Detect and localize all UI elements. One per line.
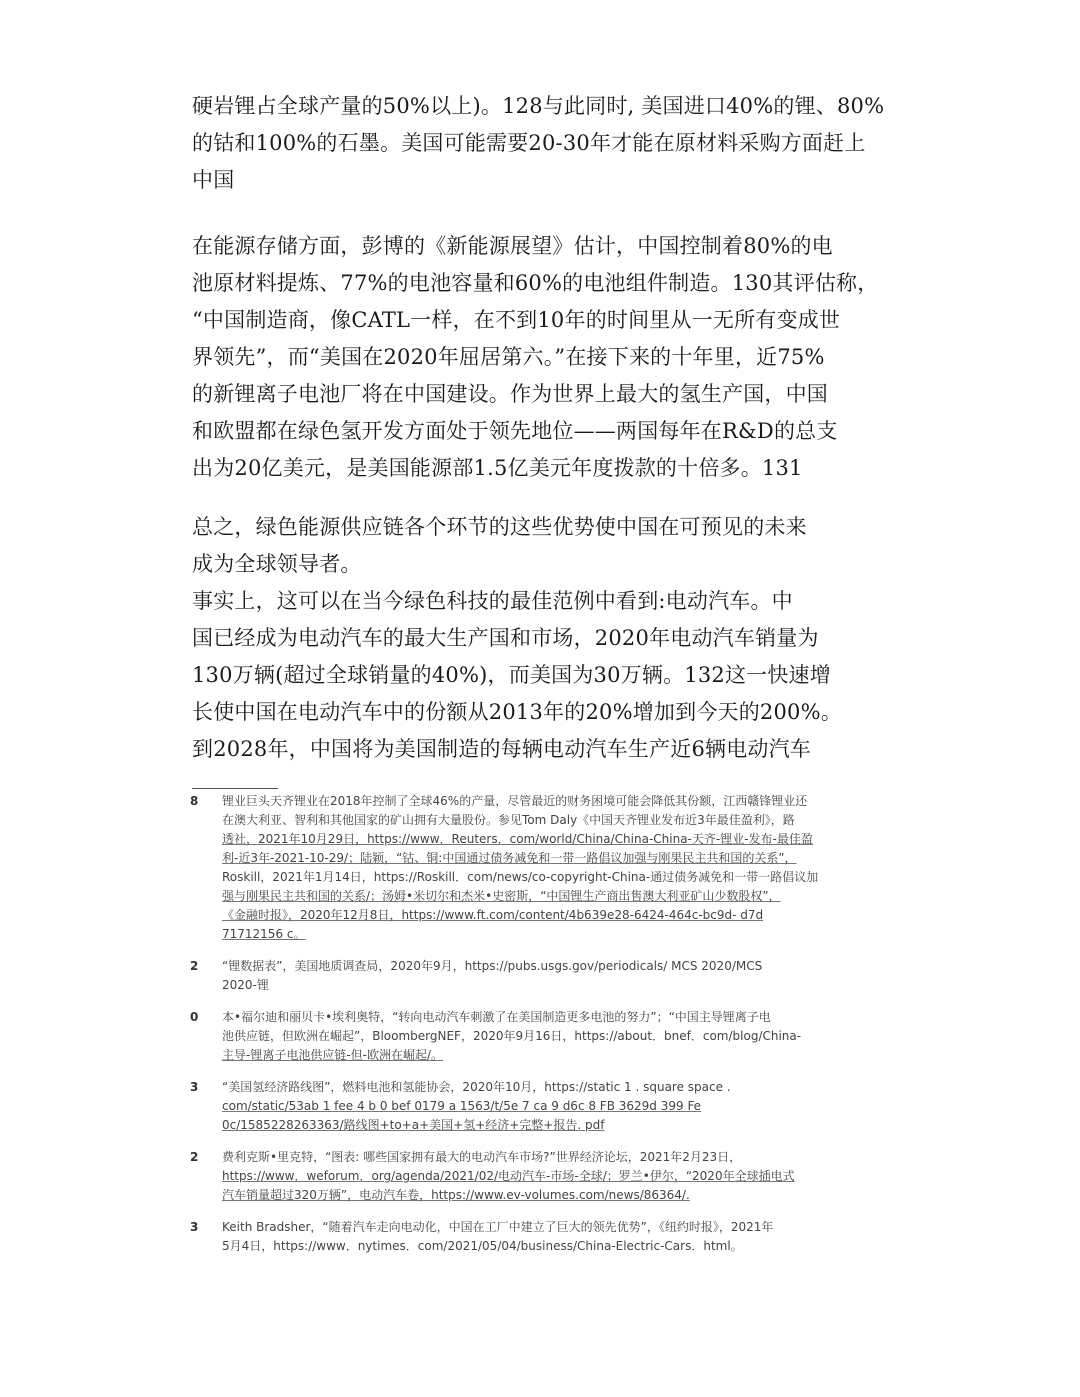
body-line: 的新锂离子电池厂将在中国建设。作为世界上最大的氢生产国，中国 [192,382,828,406]
body-paragraph-1 [192,88,885,199]
footnote-link-line[interactable]: 利-近3年-2021-10-29/；陆颖，“钴、铜:中国通过债务减免和一带一路倡议加强与刚果民主共和国的关系”， [222,851,797,865]
footnote-number: 2 [190,959,199,973]
footnote-line: 池供应链，但欧洲在崛起”，BloombergNEF，2020年9月16日，https://about．bnef．com/blog/China- [222,1029,802,1043]
body-paragraph-2 [192,228,879,487]
body-line: 国已经成为电动汽车的最大生产国和市场，2020年电动汽车销量为 [192,626,819,650]
footnote-line: “美国氢经济路线图”，燃料电池和氢能协会，2020年10月，https://static 1 . square space . [222,1080,731,1094]
body-paragraph-4 [192,583,852,768]
body-line: 到2028年，中国将为美国制造的每辆电动汽车生产近6辆电动汽车 [192,737,812,761]
footnote-link-line[interactable]: 主导-锂离子电池供应链-但-欧洲在崛起/。 [222,1048,444,1062]
footnote-line: 5月4日，https://www．nytimes．com/2021/05/04/business/China-Electric-Cars．html。 [222,1239,743,1253]
body-line: 池原材料提炼、77%的电池容量和60%的电池组件制造。130其评估称， [192,271,879,295]
body-line: 中国 [192,168,235,192]
footnote-number: 8 [190,794,199,808]
body-line: 成为全球领导者。 [192,552,362,576]
body-paragraph-3 [192,509,852,583]
body-line: 出为20亿美元，是美国能源部1.5亿美元年度拨款的十倍多。131 [192,456,803,480]
footnote-line: 在澳大利亚、智利和其他国家的矿山拥有大量股份。参见Tom Daly《中国天齐锂业发布近3年最佳盈利》，路 [222,813,795,827]
footnote-link-line[interactable]: 0c/1585228263363/路线图+to+a+美国+氢+经济+完整+报告. pdf [222,1118,605,1132]
footnote-line: 2020-锂 [222,978,269,992]
footnote-link-line[interactable]: 71712156 c。 [222,927,306,941]
body-line: “中国制造商，像CATL一样，在不到10年的时间里从一无所有变成世 [192,308,841,332]
footnote-link-line[interactable]: 汽车销量超过320万辆”，电动汽车卷，https://www.ev-volumes.com/news/86364/. [222,1188,690,1202]
body-line: 事实上，这可以在当今绿色科技的最佳范例中看到:电动汽车。中 [192,589,793,613]
footnote [190,1218,830,1256]
body-line: 的钴和100%的石墨。美国可能需要20-30年才能在原材料采购方面赶上 [192,131,866,155]
body-line: 长使中国在电动汽车中的份额从2013年的20%增加到今天的200%。 [192,700,842,724]
footnote-link-line[interactable]: https://www．weforum．org/agenda/2021/02/电动汽车-市场-全球/；罗兰•伊尔，“2020年全球插电式 [222,1169,795,1183]
footnote [190,792,830,944]
footnote-line: Roskill，2021年1月14日，https://Roskill．com/news/co-copyright-China-通过债务减免和一带一路倡议加 [222,870,819,884]
footnote-link-line[interactable]: 《金融时报》，2020年12月8日，https://www.ft.com/content/4b639e28-6424-464c-bc9d- d7d [222,908,764,922]
footnote-line: “锂数据表”，美国地质调查局，2020年9月，https://pubs.usgs.gov/periodicals/ MCS 2020/MCS [222,959,763,973]
body-line: 硬岩锂占全球产量的50%以上)。128与此同时, 美国进口40%的锂、80% [192,94,885,118]
footnote [190,1008,830,1065]
footnote-link-line[interactable]: 强与刚果民主共和国的关系/；汤姆•米切尔和杰米•史密斯，“中国锂生产商出售澳大利亚矿山少数股权”， [222,889,781,903]
footnote-separator [192,788,278,789]
footnote-line: Keith Bradsher，“随着汽车走向电动化，中国在工厂中建立了巨大的领先优势”，《纽约时报》，2021年 [222,1220,774,1234]
footnote-number: 3 [190,1220,199,1234]
body-line: 130万辆(超过全球销量的40%)，而美国为30万辆。132这一快速增 [192,663,831,687]
footnote-link-line[interactable]: com/static/53ab 1 fee 4 b 0 bef 0179 a 1563/t/5e 7 ca 9 d6c 8 FB 3629d 399 Fe [222,1099,702,1113]
footnote-line: 锂业巨头天齐锂业在2018年控制了全球46%的产量，尽管最近的财务困境可能会降低其份额，江西赣锋锂业还 [222,794,808,808]
footnote-link-line[interactable]: 透社，2021年10月29日，https://www．Reuters．com/world/China/China-China-天齐-锂业-发布-最佳盈 [222,832,813,846]
footnote [190,957,830,995]
footnotes-section [190,792,830,1269]
footnote [190,1148,830,1205]
footnote-number: 3 [190,1080,199,1094]
footnote [190,1078,830,1135]
body-line: 在能源存储方面，彭博的《新能源展望》估计，中国控制着80%的电 [192,234,833,258]
footnote-line: 费利克斯•里克特，“图表: 哪些国家拥有最大的电动汽车市场?”世界经济论坛，2021年2月23日， [222,1150,742,1164]
footnote-number: 0 [190,1010,199,1024]
footnote-line: 本•福尔迪和丽贝卡•埃利奥特，“转向电动汽车刺激了在美国制造更多电池的努力”；“中国主导锂离子电 [222,1010,771,1024]
body-line: 总之，绿色能源供应链各个环节的这些优势使中国在可预见的未来 [192,515,807,539]
footnote-number: 2 [190,1150,199,1164]
body-line: 和欧盟都在绿色氢开发方面处于领先地位——两国每年在R&D的总支 [192,419,838,443]
body-line: 界领先”，而“美国在2020年屈居第六。”在接下来的十年里，近75% [192,345,825,369]
